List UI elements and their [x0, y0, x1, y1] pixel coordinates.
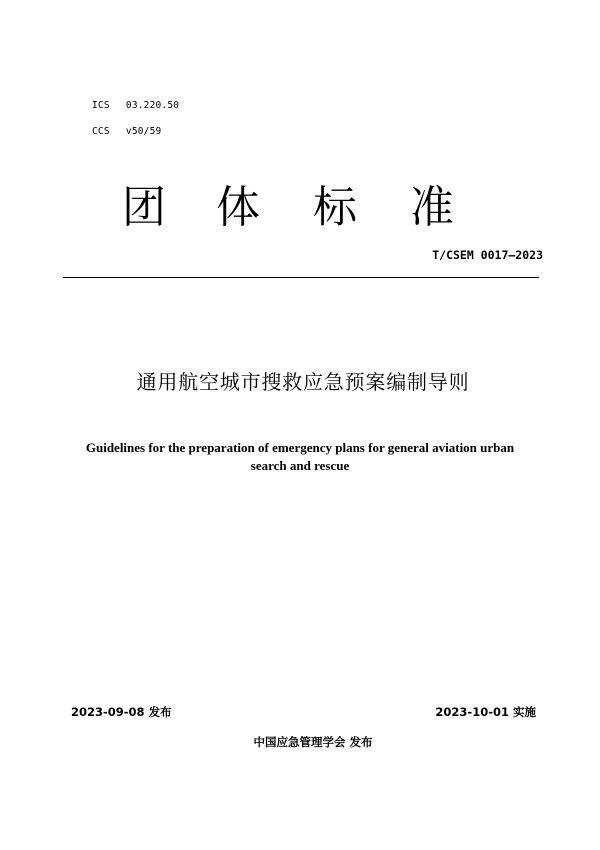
document-title-english [60, 439, 540, 475]
document-title-chinese: 通用航空城市搜救应急预案编制导则 [136, 370, 470, 394]
standard-type-char: 准 [410, 182, 454, 233]
effective-date: 2023-10-01 实施 [435, 705, 536, 719]
ccs-value: v50/59 [125, 126, 162, 137]
ccs-label: CCS [92, 126, 110, 137]
issue-date: 2023-09-08 发布 [71, 705, 172, 719]
standard-type-char: 标 [313, 182, 357, 233]
ics-label: ICS [92, 100, 110, 111]
ics-value: 03.220.50 [125, 100, 180, 111]
title-en-line-2: search and rescue [250, 458, 350, 473]
standard-type-char: 体 [216, 182, 260, 233]
standard-type-char: 团 [122, 182, 166, 233]
ccs-code-line [92, 126, 161, 137]
header-divider [63, 277, 539, 278]
ics-code-line [92, 100, 179, 111]
standard-number: T/CSEM 0017—2023 [432, 248, 543, 262]
publisher: 中国应急管理学会 发布 [253, 735, 373, 749]
title-en-line-1: Guidelines for the preparation of emergency plans for general aviation urban [85, 440, 515, 455]
